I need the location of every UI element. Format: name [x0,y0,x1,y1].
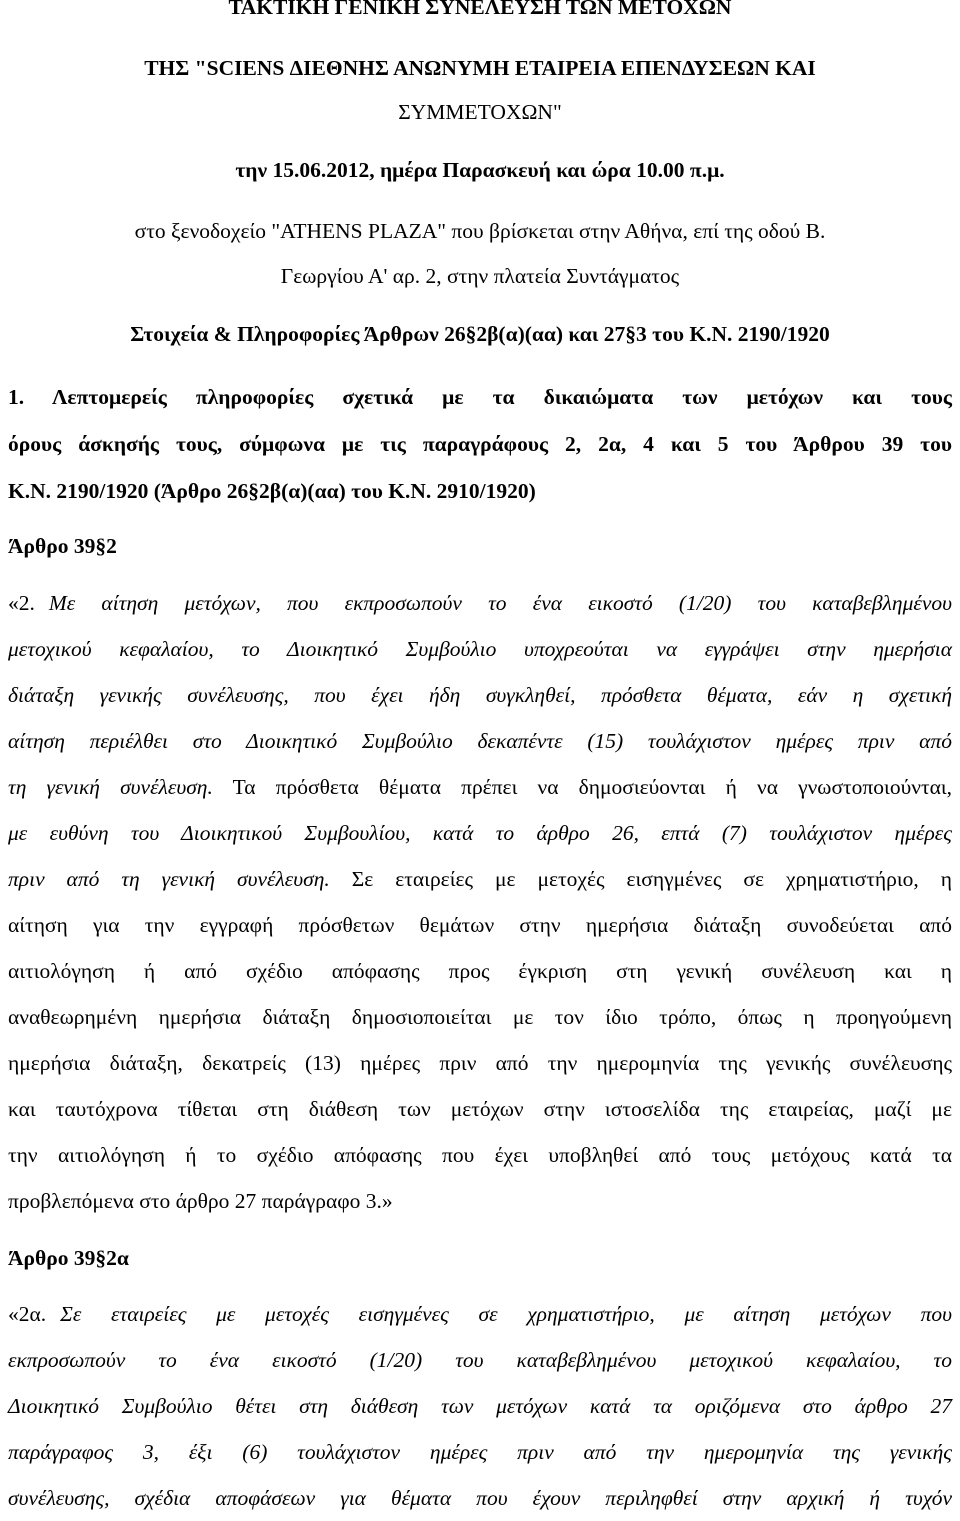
clause-text: Με αίτηση μετόχων, που εκπροσωπούν το ένα εικοστό (1/20) του καταβεβλημένου [48,591,952,615]
article-text-line: αναθεωρημένη ημερήσια διάταξη δημοσιοποιείται με τον ίδιο τρόπο, όπως η προηγούμενη [8,1005,952,1029]
italic-segment: πριν από τη γενική συνέλευση. [8,867,330,891]
article-text-line [8,867,952,892]
section1-line: Κ.Ν. 2190/1920 (Άρθρο 26§2β(α)(αα) του Κ.Ν. 2910/1920) [8,479,536,503]
meeting-venue-line2: Γεωργίου Α' αρ. 2, στην πλατεία Συντάγματος [280,264,680,288]
company-name-line2: ΣΥΜΜΕΤΟΧΩΝ" [398,100,562,124]
article-text-line: την αιτιολόγηση ή το σχέδιο απόφασης που έχει υποβληθεί από τους μετόχους κατά τα [8,1143,952,1167]
company-name-line1: ΤΗΣ "SCIENS ΔΙΕΘΝΗΣ ΑΝΩΝΥΜΗ ΕΤΑΙΡΕΙΑ ΕΠΕΝΔΥΣΕΩΝ ΚΑΙ [144,56,816,80]
article-text-line: με ευθύνη του Διοικητικού Συμβουλίου, κατά το άρθρο 26, επτά (7) τουλάχιστον ημέρες [8,821,952,845]
article-text-line: μετοχικού κεφαλαίου, το Διοικητικό Συμβούλιο υποχρεούται να εγγράψει στην ημερήσια [8,637,952,661]
article-text-line [8,1302,952,1327]
section1-line: όρους άσκησής τους, σύμφωνα με τις παραγράφους 2, 2α, 4 και 5 του Άρθρου 39 του [8,432,952,456]
article-text-line [8,591,952,616]
article-text-line: συνέλευσης, σχέδια αποφάσεων για θέματα που έχουν περιληφθεί στην αρχική ή τυχόν [8,1486,952,1510]
article-text-line: διάταξη γενικής συνέλευσης, που έχει ήδη συγκληθεί, πρόσθετα θέματα, εάν η σχετική [8,683,952,707]
article-text-line: Διοικητικό Συμβούλιο θέτει στη διάθεση των μετόχων κατά τα οριζόμενα στο άρθρο 27 [8,1394,952,1418]
article-text-line: αίτηση περιέλθει στο Διοικητικό Συμβούλιο δεκαπέντε (15) τουλάχιστον ημέρες πριν από [8,729,952,753]
clause-number: «2α. [8,1302,47,1326]
meeting-venue-line1: στο ξενοδοχείο "ATHENS PLAZA" που βρίσκεται στην Αθήνα, επί της οδού Β. [134,219,826,243]
article-text-line: αιτιολόγηση ή από σχέδιο απόφασης προς έγκριση στη γενική συνέλευση και η [8,959,952,983]
plain-segment: Σε εταιρείες με μετοχές εισηγμένες σε χρηματιστήριο, η [329,867,952,891]
article-text-line: και ταυτόχρονα τίθεται στη διάθεση των μετόχων στην ιστοσελίδα της εταιρείας, μαζί με [8,1097,952,1121]
meeting-date: την 15.06.2012, ημέρα Παρασκευή και ώρα 10.00 π.μ. [235,158,725,182]
article-heading: Άρθρο 39§2α [8,1246,129,1270]
article-text-line: αίτηση για την εγγραφή πρόσθετων θεμάτων στην ημερήσια διάταξη συνοδεύεται από [8,913,952,937]
italic-segment: τη γενική συνέλευση. [8,775,213,799]
article-text-line: εκπροσωπούν το ένα εικοστό (1/20) του καταβεβλημένου μετοχικού κεφαλαίου, το [8,1348,952,1372]
clause-text: Σε εταιρείες με μετοχές εισηγμένες σε χρηματιστήριο, με αίτηση μετόχων που [60,1302,952,1326]
article-text-line: παράγραφος 3, έξι (6) τουλάχιστον ημέρες πριν από την ημερομηνία της γενικής [8,1440,952,1464]
article-text-line: ημερήσια διάταξη, δεκατρείς (13) ημέρες πριν από την ημερομηνία της γενικής συνέλευσης [8,1051,952,1075]
plain-segment: Τα πρόσθετα θέματα πρέπει να δημοσιεύονται ή να γνωστοποιούνται, [212,775,953,799]
article-heading: Άρθρο 39§2 [8,534,117,558]
section1-line: 1. Λεπτομερείς πληροφορίες σχετικά με τα δικαιώματα των μετόχων και τους [8,385,952,409]
article-text-line: προβλεπόμενα στο άρθρο 27 παράγραφο 3.» [8,1189,393,1213]
document-subtitle: Στοιχεία & Πληροφορίες Άρθρων 26§2β(α)(αα) και 27§3 του Κ.Ν. 2190/1920 [130,322,830,346]
clause-number: «2. [8,591,35,615]
meeting-title: ΤΑΚΤΙΚΗ ΓΕΝΙΚΗ ΣΥΝΕΛΕΥΣΗ ΤΩΝ ΜΕΤΟΧΩΝ [228,0,732,19]
article-text-line [8,775,952,800]
